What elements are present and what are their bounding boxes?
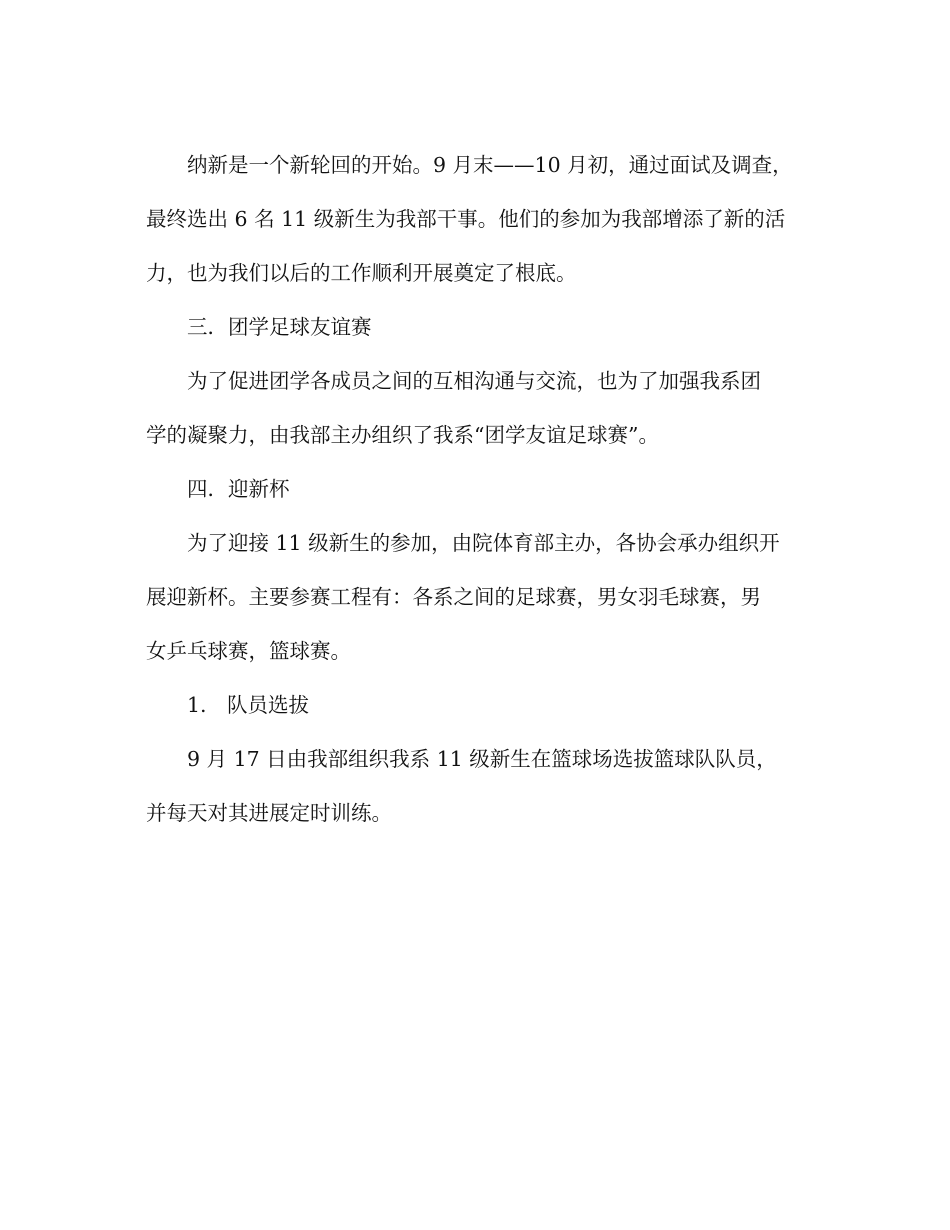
heading-text: 三．团学足球友谊赛 <box>187 315 372 339</box>
text-line: 9 月 17 日由我部组织我系 11 级新生在篮球场选拔篮球队队员， <box>187 747 777 771</box>
heading-text: 四．迎新杯 <box>187 477 290 501</box>
heading-text: 1. 队员选拔 <box>187 693 310 717</box>
text-line: 女乒乓球赛，篮球赛。 <box>146 639 351 663</box>
document-body <box>146 138 806 840</box>
text-line: 学的凝聚力，由我部主办组织了我系“团学友谊足球赛”。 <box>146 423 659 447</box>
text-line: 并每天对其进展定时训练。 <box>146 801 392 825</box>
paragraph-recruitment <box>146 138 806 300</box>
paragraph-welcome-cup <box>146 516 806 678</box>
text-line: 最终选出 6 名 11 级新生为我部干事。他们的参加为我部增添了新的活 <box>146 207 786 231</box>
text-line: 力，也为我们以后的工作顺利开展奠定了根底。 <box>146 261 577 285</box>
section-heading-welcome-cup <box>146 462 806 516</box>
text-line: 为了促进团学各成员之间的互相沟通与交流，也为了加强我系团 <box>187 369 761 393</box>
paragraph-football <box>146 354 806 462</box>
subsection-heading-selection <box>146 678 806 732</box>
section-heading-football <box>146 300 806 354</box>
paragraph-selection <box>146 732 806 840</box>
text-line: 展迎新杯。主要参赛工程有：各系之间的足球赛，男女羽毛球赛，男 <box>146 585 761 609</box>
text-line: 为了迎接 11 级新生的参加，由院体育部主办，各协会承办组织开 <box>187 531 780 555</box>
text-line: 纳新是一个新轮回的开始。9 月末——10 月初，通过面试及调查， <box>187 153 793 177</box>
